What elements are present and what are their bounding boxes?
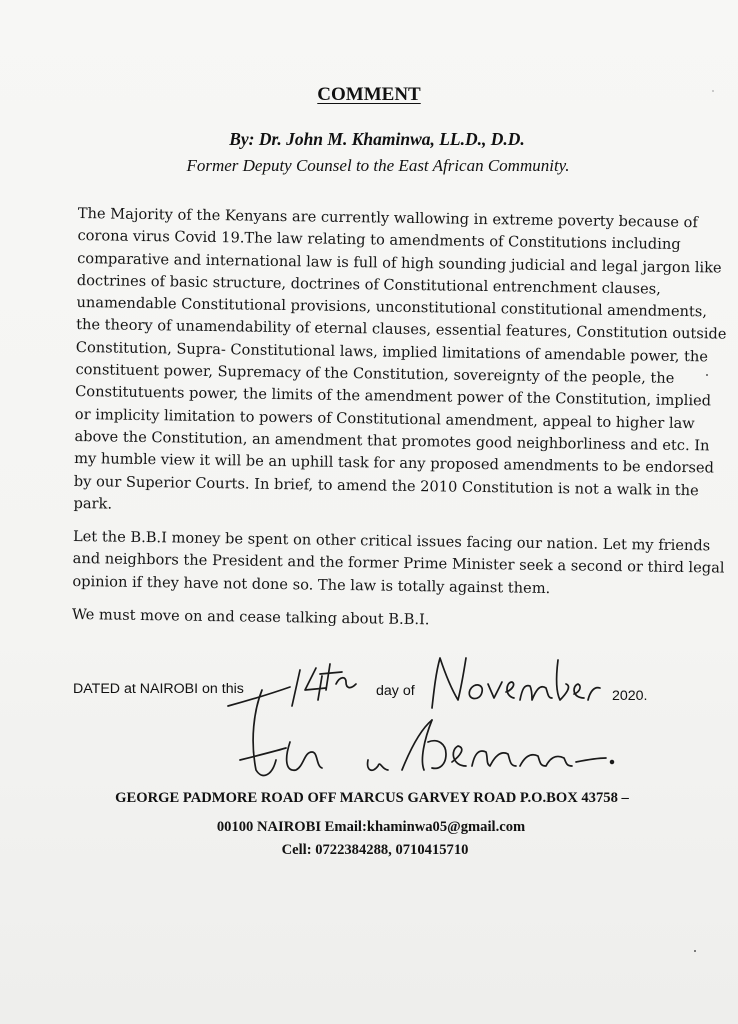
paragraph-line: by our Superior Courts. In brief, to amend the 2010 Constitution is not a walk in the [73, 472, 699, 499]
paragraph-line: unamendable Constitutional provisions, unconstitutional constitutional amendments, [76, 294, 708, 321]
scan-speck [706, 374, 708, 376]
paragraph-line: my humble view it will be an uphill task for any proposed amendments to be endorsed [74, 450, 714, 477]
paragraph-line: Constitution, Supra- Constitutional laws, implied limitations of amendable power, the [75, 338, 709, 366]
footer-address-line2: 00100 NAIROBI Email:khaminwa05@gmail.com [216, 819, 526, 835]
handwritten-day [228, 664, 356, 706]
scan-speck [712, 90, 714, 92]
paragraph-line: Constitutuents power, the limits of the amendment power of the Constitution, implied [75, 383, 712, 410]
paragraph-3 [72, 604, 672, 635]
paragraph-2 [72, 526, 725, 602]
paragraph-line: park. [73, 494, 113, 513]
paragraph-line: The Majority of the Kenyans are currently wallowing in extreme poverty because of [77, 204, 698, 232]
dated-label: DATED at NAIROBI on this [73, 681, 244, 697]
paragraph-line: corona virus Covid 19.The law relating to amendments of Constitutions including [77, 227, 681, 254]
paragraph-line: constituent power, Supremacy of the Constitution, sovereignty of the people, the [75, 361, 675, 387]
author-affiliation: Former Deputy Counsel to the East African Community. [186, 156, 570, 175]
paragraph-line: the theory of unamendability of eternal clauses, essential features, Constitution outside [76, 316, 727, 344]
footer-address-line1: GEORGE PADMORE ROAD OFF MARCUS GARVEY ROAD P.O.BOX 43758 – [115, 790, 629, 806]
paragraph-line: and neighbors the President and the former Prime Minister seek a second or third legal [72, 550, 725, 578]
document-title [0, 84, 738, 106]
paragraph-line: opinion if they have not done so. The law is totally against them. [72, 572, 551, 597]
title-text: COMMENT [317, 84, 421, 105]
paragraph-line: or implicity limitation to powers of Constitutional amendment, appeal to higher law [74, 405, 695, 432]
signature [240, 690, 613, 775]
paragraph-line: doctrines of basic structure, doctrines of Constitutional entrenchment clauses, [76, 271, 662, 298]
paragraph-1 [73, 203, 727, 524]
footer-cell: Cell: 0722384288, 0710415710 [281, 842, 469, 858]
author-byline: By: Dr. John M. Khaminwa, LL.D., D.D. [229, 129, 525, 149]
year-label: 2020. [612, 688, 648, 704]
paragraph-line: comparative and international law is full of high sounding judicial and legal jargon like [77, 249, 722, 277]
day-of-label: day of [376, 683, 415, 699]
comment-body [71, 203, 727, 646]
handwritten-month [432, 658, 600, 708]
paragraph-line: Let the B.B.I money be spent on other critical issues facing our nation. Let my friends [72, 528, 711, 555]
paragraph-line: above the Constitution, an amendment that promotes good neighborliness and etc. In [74, 427, 710, 455]
scan-speck [694, 950, 696, 952]
paragraph-line: We must move on and cease talking about B.B.I. [71, 606, 430, 629]
